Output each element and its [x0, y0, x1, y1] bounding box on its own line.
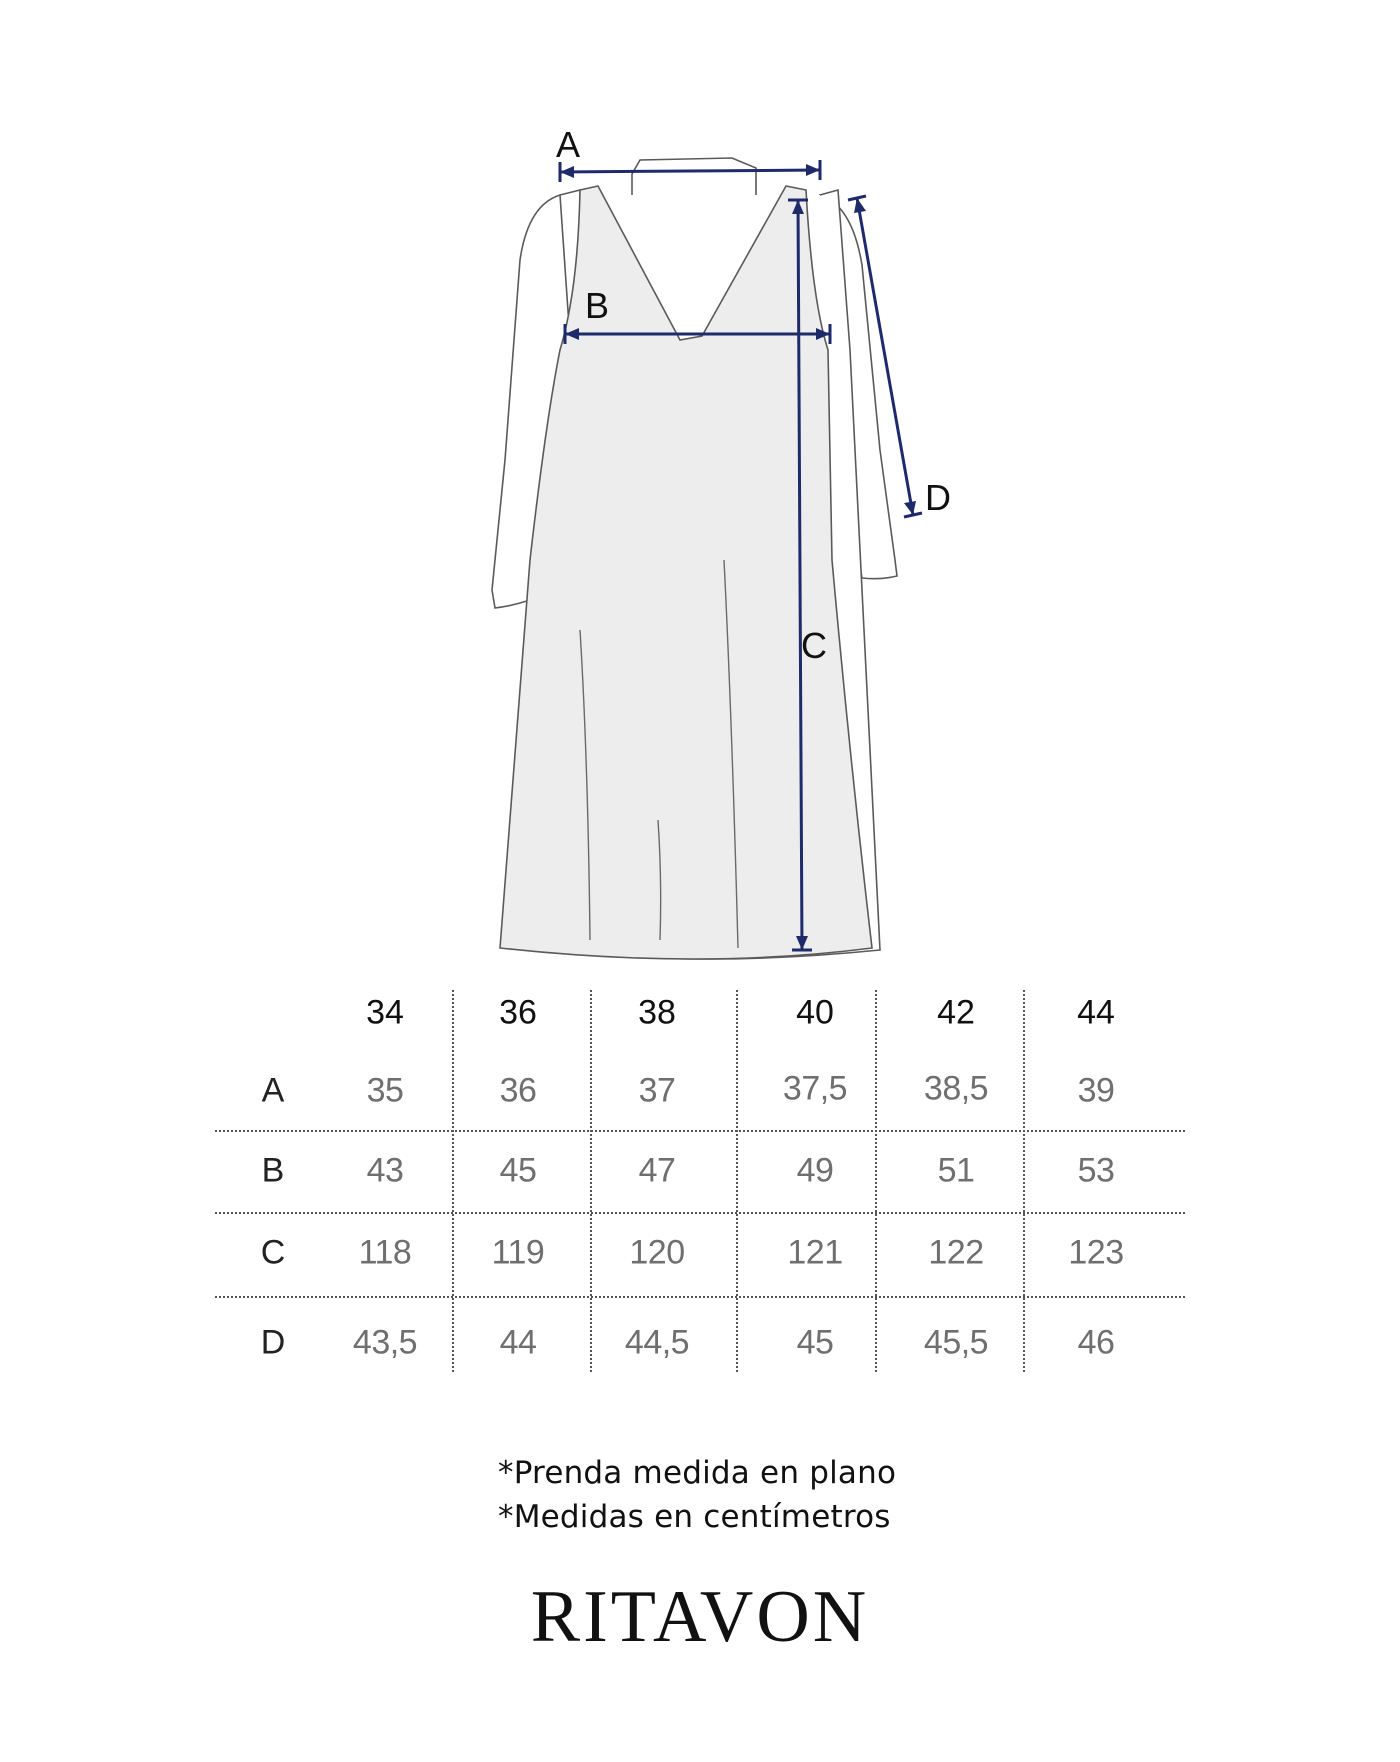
row-divider — [215, 1296, 1185, 1298]
table-cell: 45,5 — [923, 1323, 989, 1362]
dimension-label-d: D — [925, 477, 951, 518]
dimension-label-b: B — [585, 285, 610, 326]
row-divider — [215, 1212, 1185, 1214]
row-label-a: A — [261, 1071, 285, 1110]
row-divider — [215, 1130, 1185, 1132]
table-cell: 36 — [499, 1071, 537, 1110]
table-cell: 35 — [366, 1071, 404, 1110]
column-divider — [590, 990, 592, 1372]
column-divider — [875, 990, 877, 1372]
column-divider — [736, 990, 738, 1372]
dimension-label-c: C — [801, 625, 827, 666]
table-cell: 44,5 — [624, 1323, 690, 1362]
table-cell: 123 — [1068, 1233, 1124, 1272]
table-cell: 47 — [638, 1151, 676, 1190]
row-label-c: C — [260, 1233, 286, 1272]
size-table — [215, 990, 1185, 1390]
table-cell: 119 — [491, 1233, 545, 1272]
table-cell: 46 — [1077, 1323, 1115, 1362]
note-units: *Medidas en centímetros — [498, 1499, 891, 1535]
table-cell: 121 — [787, 1233, 843, 1272]
dimension-label-a: A — [556, 124, 581, 165]
note-flat-measure: *Prenda medida en plano — [498, 1455, 897, 1491]
row-label-b: B — [261, 1151, 285, 1190]
table-cell: 51 — [937, 1151, 975, 1190]
size-header-44: 44 — [1077, 993, 1115, 1032]
table-cell: 45 — [499, 1151, 537, 1190]
table-cell: 39 — [1077, 1071, 1115, 1110]
table-cell: 45 — [796, 1323, 834, 1362]
table-cell: 38,5 — [923, 1069, 989, 1108]
size-header-42: 42 — [937, 993, 975, 1032]
table-cell: 53 — [1077, 1151, 1115, 1190]
table-cell: 49 — [796, 1151, 834, 1190]
table-cell: 37,5 — [782, 1069, 848, 1108]
table-cell: 44 — [499, 1323, 537, 1362]
column-divider — [452, 990, 454, 1372]
table-cell: 37 — [638, 1071, 676, 1110]
size-header-34: 34 — [366, 993, 404, 1032]
table-cell: 122 — [928, 1233, 984, 1272]
size-header-38: 38 — [638, 993, 676, 1032]
table-cell: 120 — [629, 1233, 685, 1272]
row-label-d: D — [260, 1323, 286, 1362]
brand-logo: RITAVON — [530, 1576, 870, 1658]
size-header-40: 40 — [796, 993, 834, 1032]
table-cell: 43 — [366, 1151, 404, 1190]
column-divider — [1023, 990, 1025, 1372]
table-cell: 118 — [358, 1233, 412, 1272]
table-cell: 43,5 — [352, 1323, 418, 1362]
size-header-36: 36 — [499, 993, 537, 1032]
